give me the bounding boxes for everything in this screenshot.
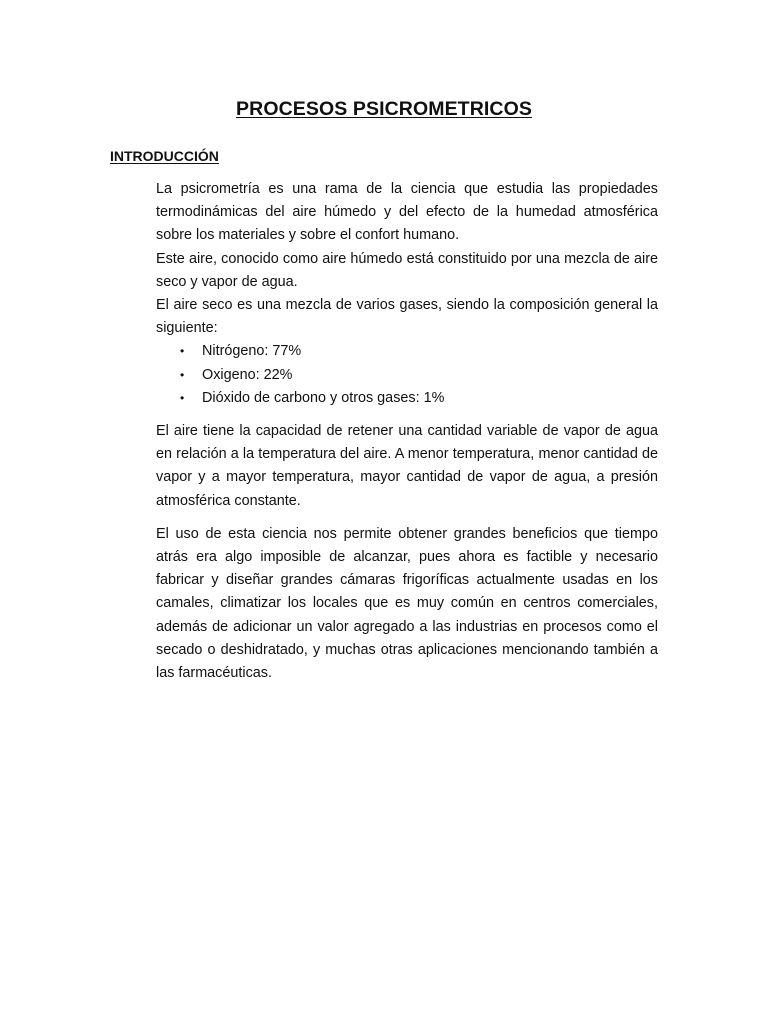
list-item <box>156 340 658 363</box>
composition-list <box>156 340 658 410</box>
paragraph-aire-seco: El aire seco es una mezcla de varios gases, siendo la composición general la siguiente: <box>156 297 658 337</box>
composition-item-label: Oxigeno: 22% <box>202 366 293 383</box>
paragraph-capacidad-vapor: El aire tiene la capacidad de retener una cantidad variable de vapor de agua en relación a la temperatura del aire. A menor temperatura, menor cantidad de vapor y a mayor temperatura, mayor cantidad de vapor de agua, a presión atmosférica constante. <box>156 422 658 509</box>
bullet-icon: • <box>180 367 185 382</box>
section-heading: INTRODUCCIÓN <box>110 148 219 164</box>
list-item <box>156 364 658 387</box>
document-title: PROCESOS PSICROMETRICOS <box>236 98 532 120</box>
list-item <box>156 387 658 410</box>
bullet-icon: • <box>180 390 185 405</box>
document-body <box>156 178 658 685</box>
paragraph-aire-humedo: Este aire, conocido como aire húmedo está constituido por una mezcla de aire seco y vapor de agua. <box>156 250 658 290</box>
bullet-icon: • <box>180 344 185 359</box>
paragraph-psicrometria: La psicrometría es una rama de la ciencia que estudia las propiedades termodinámicas del aire húmedo y del efecto de la humedad atmosférica sobre los materiales y sobre el confort humano. <box>156 181 658 244</box>
composition-item-label: Nitrógeno: 77% <box>202 343 302 360</box>
composition-item-label: Dióxido de carbono y otros gases: 1% <box>202 389 445 406</box>
paragraph-beneficios: El uso de esta ciencia nos permite obtener grandes beneficios que tiempo atrás era algo imposible de alcanzar, pues ahora es factible y necesario fabricar y diseñar grandes cámaras frigoríficas actualmente usadas en los camales, climatizar los locales que es muy común en centros comerciales, además de adicionar un valor agregado a las industrias en procesos como el secado o deshidratado, y muchas otras aplicaciones mencionando también a las farmacéuticas. <box>156 525 658 682</box>
